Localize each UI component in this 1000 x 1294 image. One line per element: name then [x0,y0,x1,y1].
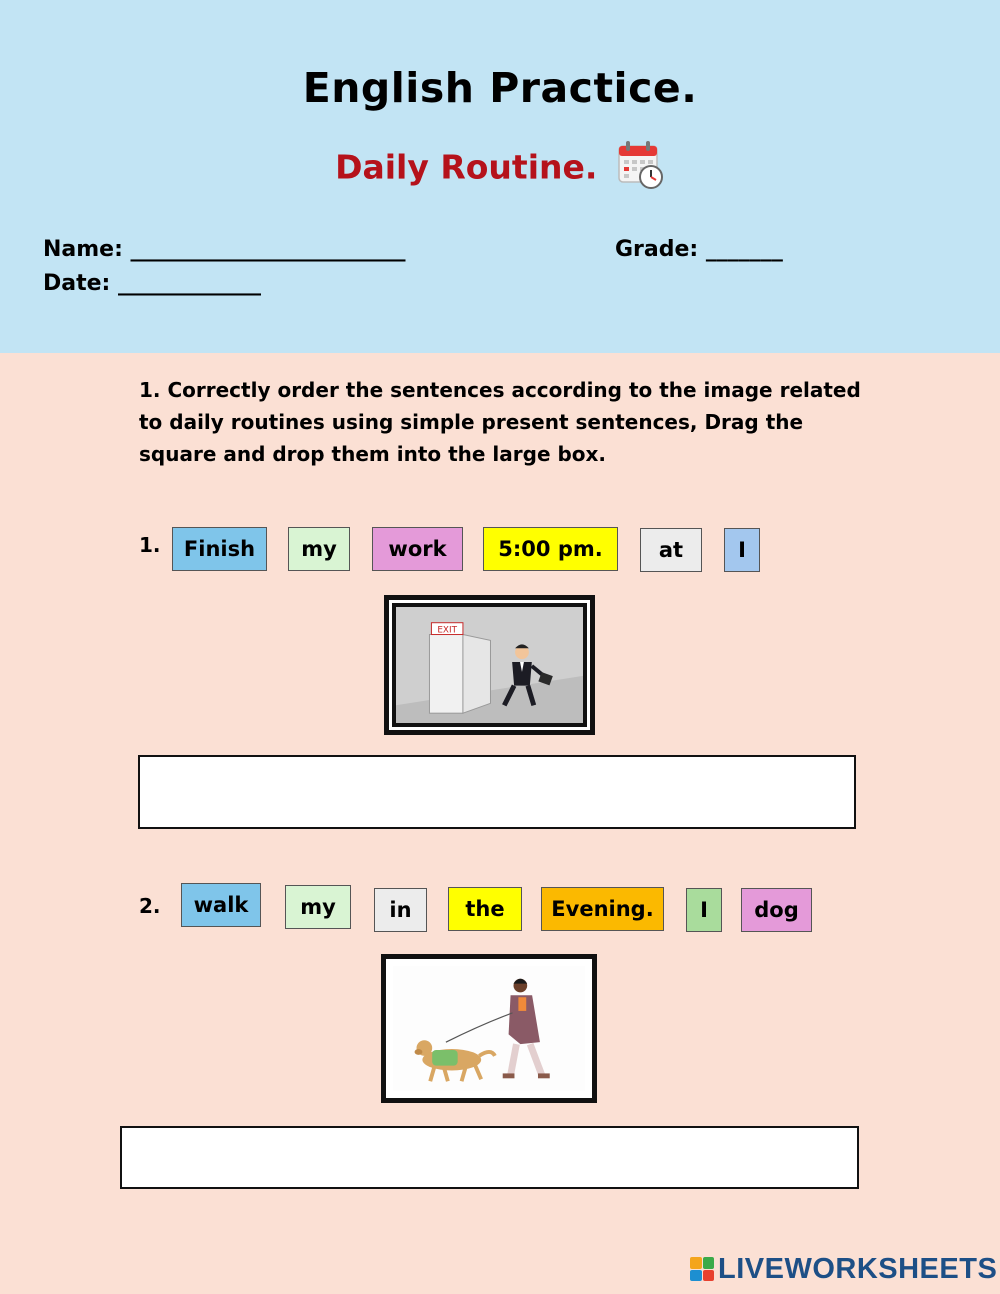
word-tile-text: I [700,898,708,922]
word-tile-text: Finish [183,537,256,561]
word-tile-text: Evening. [551,897,654,921]
question-1-image [384,595,595,735]
subtitle-text: Daily Routine. [335,147,598,187]
dog-walk-illustration [393,966,585,1091]
word-tile-text: walk [193,893,249,917]
grade-field[interactable]: Grade: _______ [615,237,783,262]
word-tile-text: dog [754,898,799,922]
page-subtitle [0,140,1000,198]
svg-text:EXIT: EXIT [437,625,458,636]
word-tile-text: at [658,538,684,562]
word-tile[interactable] [288,527,350,571]
brand-text: LIVEWORKSHEETS [718,1252,998,1285]
question-2-number: 2. [139,894,161,918]
calendar-clock-icon [617,140,665,198]
word-tile[interactable] [172,527,267,571]
word-tile[interactable] [640,528,702,572]
word-tile-text: in [389,898,412,922]
word-tile[interactable] [686,888,722,932]
question-1-number: 1. [139,533,161,557]
word-tile[interactable] [285,885,351,929]
word-tile-text: work [388,537,447,561]
word-tile[interactable] [372,527,463,571]
word-tile-text: 5:00 pm. [498,537,603,561]
word-tile[interactable] [483,527,618,571]
answer-drop-box-2[interactable] [120,1126,859,1189]
page-title: English Practice. [302,64,698,112]
question-2-image [381,954,597,1103]
word-tile-text: I [738,538,746,562]
word-tile[interactable] [374,888,427,932]
office-exit-illustration [396,607,583,723]
word-tile[interactable] [181,883,261,927]
answer-drop-box-1[interactable] [138,755,856,829]
word-tile[interactable] [724,528,760,572]
word-tile-text: my [300,895,336,919]
word-tile[interactable] [448,887,522,931]
liveworksheets-branding[interactable] [690,1252,997,1286]
name-field[interactable]: Name: _________________________ [43,237,406,262]
instructions-text: 1. Correctly order the sentences according to the image related to daily routines using simple present sentences, Drag the square and drop them into the large box. [139,378,861,466]
word-tile-text: the [465,897,505,921]
word-tile[interactable] [541,887,664,931]
liveworksheets-logo-icon [690,1257,714,1281]
date-field[interactable]: Date: _____________ [43,271,262,296]
word-tile-text: my [301,537,337,561]
word-tile[interactable] [741,888,812,932]
